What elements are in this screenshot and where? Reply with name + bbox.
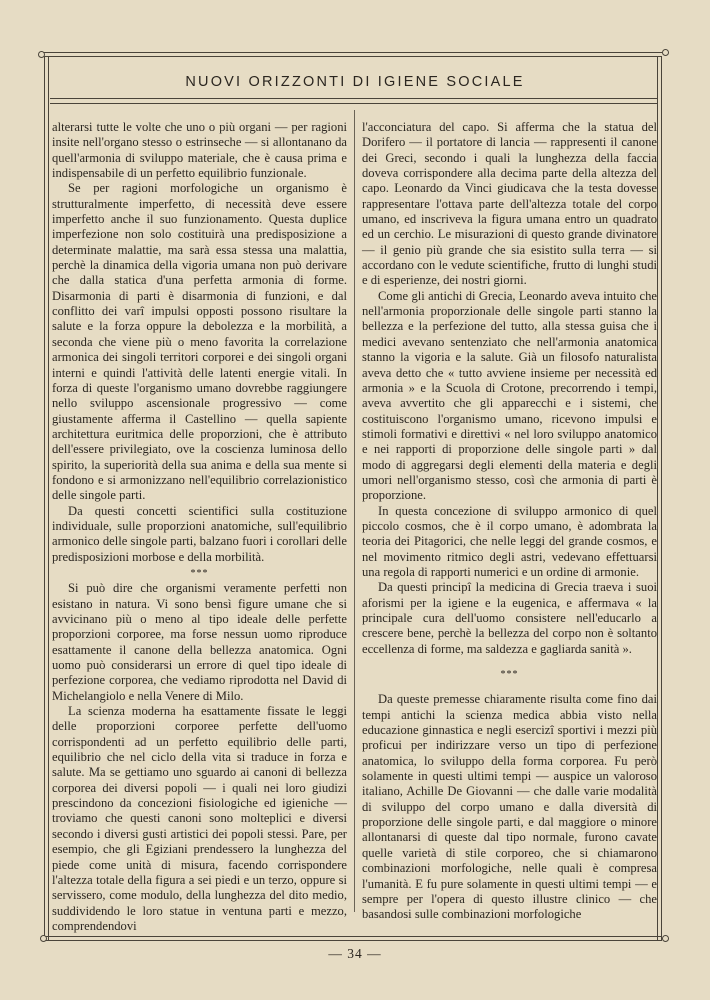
- right-border-outer: [661, 56, 662, 940]
- paragraph: Se per ragioni morfologiche un organismo è strutturalmente imperfetto, di necessità deve essere imperfetto anche il suo funzionamento. Questa duplice imperfezione non solo costituirà una predisposizione a determinate malattie, ma sarà essa stessa una malattia, perchè la dinamica della vigoria umana non può derivare che dalla statica d'una perfetta armonia di forme. Disarmonia di parti è disarmonia di funzioni, e dal conflitto dei varî impulsi opposti possono risultare la salute e la forza oppure la debolezza e la morbilità, a seconda che viene più o meno favorita la correlazione armonica dei singoli territori corporei e dei singoli organi interni e quindi l'attività delle latenti energie vitali. In forza di queste l'organismo umano dovrebbe raggiungere nello sviluppo ascensionale progressivo — come giustamente afferma il Castellino — quella sapiente architettura euritmica delle proporzioni, che è attributo dell'essere privilegiato, ove la coscienza luminosa dello spirito, la superiorità della sua anima e della sua mente si fondono e si armonizzano nell'equilibrio correlazionistico delle singole parti.: [52, 181, 347, 503]
- paragraph: Da questi concetti scientifici sulla costituzione individuale, sulle proporzioni anatomiche, sull'equilibrio armonico delle singole parti, balzano fuori i corollari delle predisposizioni morbose e della morbilità.: [52, 503, 347, 564]
- bottom-rule-inner: [44, 936, 662, 937]
- column-divider: [354, 110, 355, 912]
- bottom-rule-outer: [44, 940, 662, 941]
- right-border-inner: [657, 56, 658, 940]
- left-border-outer: [44, 56, 45, 940]
- paragraph: La scienza moderna ha esattamente fissate le leggi delle proporzioni corporee perfette dell'uomo corrispondenti ad un perfetto equilibrio delle parti, equilibrio che nel ciclo della vita si traduce in forza e salute. Ma se gettiamo uno sguardo ai canoni di bellezza corporea dei diversi popoli — i quali nei loro giudizi prescindono da concezioni fisiologiche ed igieniche — troviamo che questi canoni sono molteplici e diversi secondo i diversi gusti artistici dei popoli stessi. Pare, per esempio, che gli Egiziani prendessero la lunghezza del piede come unità di misura, facendo corrispondere l'altezza totale della figura a sei piedi e un terzo, oppure si servissero, come modulo, della lunghezza del dito medio, suddividendo le loro statue in ventuna parti e mezzo, comprendendovi: [52, 704, 347, 933]
- left-column: [52, 120, 347, 934]
- header-rule-bottom: [50, 103, 658, 104]
- paragraph: Si può dire che organismi veramente perfetti non esistano in natura. Vi sono bensì figure umane che si avvicinano più o meno al tipo ideale delle perfette proporzioni corporee, ma forse nessun uomo riproduce esattamente il canone della bellezza anatomica. Ogni uomo può considerarsi un errore di quel tipo ideale di perfezione corporea, che vediamo riprodotta nel David di Michelangiolo e nella Venere di Milo.: [52, 581, 347, 703]
- paragraph: Come gli antichi di Grecia, Leonardo aveva intuito che nell'armonia proporzionale delle singole parti stanno la bellezza e la perfezione del tutto, alla stessa guisa che i medici avevano sentenziato che nell'armonia anatomica stanno la vigoria e la salute. Già un filosofo naturalista aveva detto che « tutto avviene insieme per necessità ed armonia » e la Scuola di Crotone, precorrendo i tempi, aveva avvertito che gli apparecchi e i sistemi, che costituiscono l'organismo umano, ricevono impulsi e stimoli formativi e direttivi « nel loro sviluppo anatomico e nei rapporti di proporzione delle singole parti » dal modo di aggregarsi degli elementi della materia e degli umori nell'organismo stesso, così che armonia di parti è proporzione.: [362, 288, 657, 503]
- page-title: NUOVI ORIZZONTI DI IGIENE SOCIALE: [185, 74, 525, 90]
- top-rule-outer: [44, 52, 662, 53]
- corner-ornament-top-left: [38, 51, 45, 58]
- paragraph: In questa concezione di sviluppo armonico di quel piccolo cosmos, che è il corpo umano, è adombrata la teoria dei Pitagorici, che nelle leggi del grande cosmos, e nel movimento ritmico degli astri, vedevano effettuarsi una regola di rapporti numerici e un ordine di armonie.: [362, 503, 657, 579]
- section-separator: ***: [500, 669, 519, 681]
- left-border-inner: [48, 56, 49, 940]
- right-column: [362, 120, 657, 923]
- corner-ornament-bottom-right: [662, 935, 669, 942]
- corner-ornament-bottom-left: [40, 935, 47, 942]
- top-rule-inner: [44, 56, 662, 57]
- paragraph: l'acconciatura del capo. Si afferma che la statua del Dorifero — il portatore di lancia — rappresenti il canone dei Greci, secondo i quali la lunghezza della faccia doveva corrispondere alla decima parte della altezza del capo. Leonardo da Vinci giudicava che la testa dovesse rappresentare l'ottava parte dell'altezza totale del corpo umano, ed inscriveva la figura umana entro un quadrato ed un cerchio. Le misurazioni di questo grande divinatore — il genio più grande che sia esistito sulla terra — si accordano con le vedute scientifiche, frutto di lunghi studi e di esperienze, dei nostri giorni.: [362, 120, 657, 288]
- corner-ornament-top-right: [662, 49, 669, 56]
- header-rule-top: [50, 98, 658, 99]
- paragraph: Da questi principî la medicina di Grecia traeva i suoi aforismi per la igiene e la eugenica, e affermava « la principale cura dell'uomo consistere nell'educarlo a crescere bene, perchè la bellezza del corpo non è soltanto eccellenza di forme, ma saldezza e gagliarda sanità ».: [362, 580, 657, 656]
- section-separator: ***: [190, 567, 209, 579]
- page-number: — 34 —: [328, 946, 382, 961]
- paragraph: Da queste premesse chiaramente risulta come fino dai tempi antichi la scienza medica abbia visto nella educazione ginnastica e negli esercizî sportivi i mezzi più proficui per indirizzare verso un tipo di perfezione anatomica, lo sviluppo della forma corporea. Fu però solamente in questi ultimi tempi — auspice un valoroso italiano, Achille De Giovanni — che dalle varie modalità di sviluppo del corpo umano e dalla diversità di proporzione delle singole parti, e dal maggiore o minore allontanarsi di queste dal tipo normale, furono cavate quelle varietà di stile corporeo, che si chiamarono combinazioni morfologiche, nelle quali è compresa l'umanità. E fu pure solamente in questi ultimi tempi — e sempre per l'opera di questo illustre clinico — che basandosi sulle combinazioni morfologiche: [362, 692, 657, 922]
- paragraph: alterarsi tutte le volte che uno o più organi — per ragioni insite nell'organo stesso o estrinseche — si allontanano da quell'armonia di sviluppo materiale, che è causa prima e indispensabile di un perfetto equilibrio funzionale.: [52, 120, 347, 181]
